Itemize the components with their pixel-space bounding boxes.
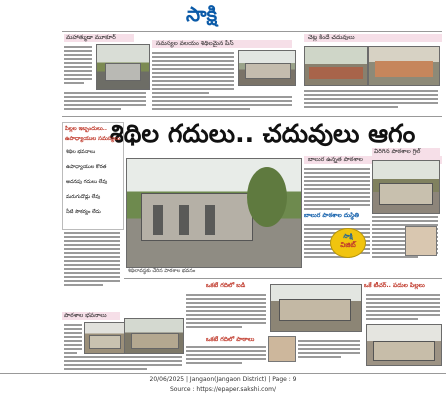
article-photo xyxy=(366,324,442,366)
article-photo xyxy=(238,50,296,86)
main-headline: శిథిల గదులు.. చదువులు ఆగం xyxy=(110,119,416,148)
highlight-box xyxy=(62,122,124,230)
article-photo xyxy=(372,160,440,214)
footer-edition: 20/06/2025 | Jangaon(Jangaon District) | Page : 9 xyxy=(149,376,297,383)
bottom-mid-heading: ఒకటే గదిలో పాఠాలు xyxy=(206,336,255,343)
bullet-item: అదనపు గదులు లేవు xyxy=(66,179,108,185)
article-text xyxy=(64,92,146,112)
article-photo xyxy=(124,318,184,354)
article-text xyxy=(152,96,292,112)
article-photo xyxy=(96,44,150,90)
box-subheading: ఉపాధ్యాయుల సమస్యలు xyxy=(65,136,120,142)
center-section-heading: బాలుర ఉన్నత పాఠశాల xyxy=(304,156,442,164)
footer-source: Source : https://epaper.sakshi.com/ xyxy=(169,386,277,393)
article-photo xyxy=(270,284,362,332)
top-mid-heading: సమస్యల వలయం శిథిలమైన పీస్ xyxy=(152,40,292,48)
article-text xyxy=(152,52,234,96)
photo-caption: శిథిలావస్థకు చేరిన పాఠశాల భవనం xyxy=(128,268,196,274)
bullet-item: నీటి సౌకర్యం లేదు xyxy=(66,209,101,215)
article-text xyxy=(366,294,440,322)
bullet-item: శిథిల భవనాలు xyxy=(66,149,96,155)
article-text xyxy=(64,232,120,288)
top-right-heading: చెట్ల కిందే చదువులు xyxy=(304,34,442,42)
portrait xyxy=(405,226,437,256)
masthead-title: సాక్షి xyxy=(186,2,218,26)
badge-line2: విజిట్ xyxy=(340,241,356,249)
article-text xyxy=(186,294,266,330)
article-text xyxy=(304,90,438,110)
bottom-left-heading: ఒకటే గదిలో బడి xyxy=(206,282,246,289)
bullet-item: ఉపాధ్యాయుల కొరత xyxy=(66,164,107,170)
badge-line1: సాక్షి xyxy=(343,233,353,240)
box-heading: పిల్లల ఇబ్బందులు.. xyxy=(65,126,107,132)
main-photo xyxy=(126,158,302,268)
left-bottom-heading: పాఠశాల భవనాలు xyxy=(62,312,120,320)
article-photo xyxy=(304,46,368,86)
article-text xyxy=(298,340,360,360)
bullet-item: మరుగుదొడ్లు లేవు xyxy=(66,194,101,200)
right-bottom-heading: ఒకే టీచర్.. పదుల పిల్లలు xyxy=(364,282,425,289)
top-left-heading: మహాత్ముడా మూకూర్ xyxy=(64,34,134,42)
article-text xyxy=(64,46,92,86)
article-photo xyxy=(368,46,440,86)
center-sub-heading: బాలుర పాఠశాల దుస్థితి xyxy=(304,212,360,219)
masthead xyxy=(0,0,446,30)
article-text xyxy=(64,356,182,372)
sakshi-visit-badge xyxy=(330,228,366,258)
article-text xyxy=(304,168,370,212)
portrait xyxy=(268,336,296,362)
article-text xyxy=(186,346,266,366)
article-photo xyxy=(84,322,126,354)
article-text xyxy=(64,324,82,356)
right-heading: విరిగిన పాఠశాల గ్రిల్ xyxy=(372,148,440,156)
